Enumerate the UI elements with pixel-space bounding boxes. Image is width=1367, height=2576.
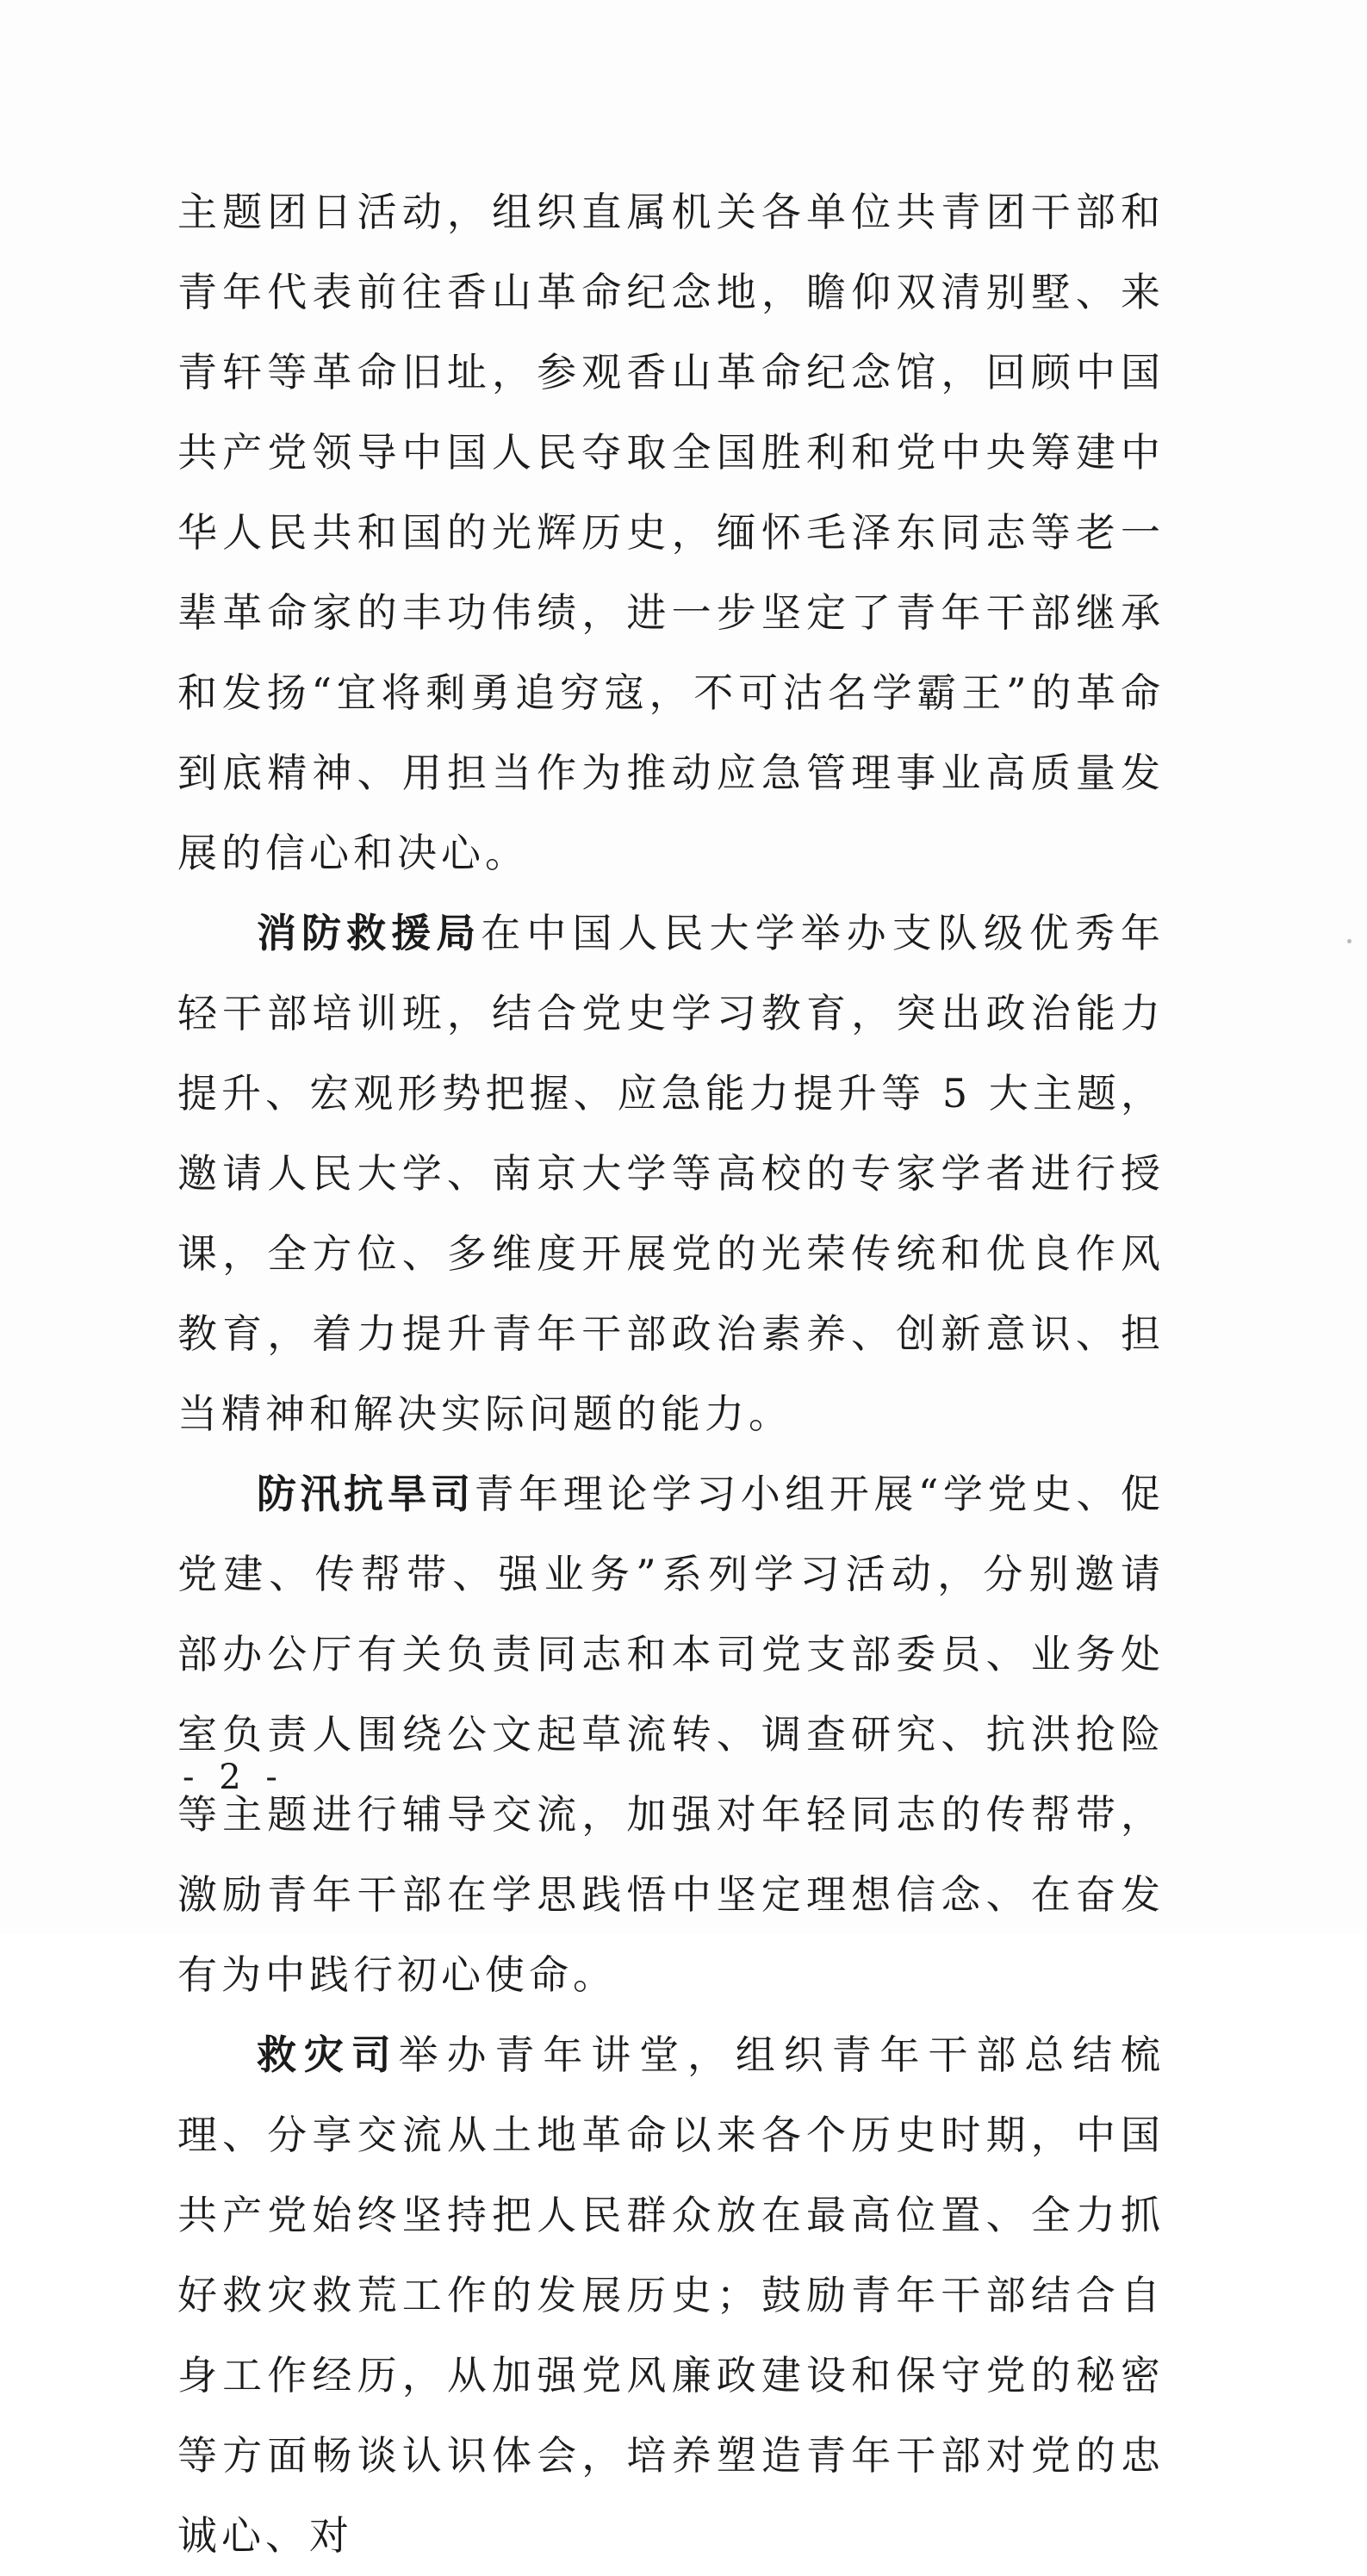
scan-speck (1347, 939, 1351, 943)
paragraph-flood-control (177, 1454, 1165, 2015)
document-body (177, 172, 1165, 2576)
paragraph-fire-rescue (177, 893, 1165, 1454)
paragraph-text: 在中国人民大学举办支队级优秀年轻干部培训班，结合党史学习教育，突出政治能力提升、宏观形势把握、应急能力提升等 5 大主题，邀请人民大学、南京大学等高校的专家学者进行授课，全方位、多维度开展党的光荣传统和优良作风教育，着力提升青年干部政治素养、创新意识、担当精神和解决实际问题的能力。 (177, 910, 1165, 1437)
paragraph-continuation (177, 172, 1165, 893)
paragraph-text: 主题团日活动，组织直属机关各单位共青团干部和青年代表前往香山革命纪念地，瞻仰双清别墅、来青轩等革命旧址，参观香山革命纪念馆，回顾中国共产党领导中国人民夺取全国胜利和党中央筹建中华人民共和国的光辉历史，缅怀毛泽东同志等老一辈革命家的丰功伟绩，进一步坚定了青年干部继承和发扬“宜将剩勇追穷寇，不可沽名学霸王”的革命到底精神、用担当作为推动应急管理事业高质量发展的信心和决心。 (177, 189, 1165, 876)
paragraph-disaster-relief (177, 2015, 1165, 2576)
paragraph-text: 青年理论学习小组开展“学党史、促党建、传帮带、强业务”系列学习活动，分别邀请部办公厅有关负责同志和本司党支部委员、业务处室负责人围绕公文起草流转、调查研究、抗洪抢险等主题进行辅导交流，加强对年轻同志的传帮带，激励青年干部在学思践悟中坚定理想信念、在奋发有为中践行初心使命。 (177, 1471, 1165, 1998)
paragraph-lead-fire-rescue: 消防救援局 (257, 910, 482, 956)
paragraph-lead-disaster-relief: 救灾司 (257, 2032, 399, 2078)
paragraph-text: 举办青年讲堂，组织青年干部总结梳理、分享交流从土地革命以来各个历史时期，中国共产党始终坚持把人民群众放在最高位置、全力抓好救灾救荒工作的发展历史；鼓励青年干部结合自身工作经历，从加强党风廉政建设和保守党的秘密等方面畅谈认识体会，培养塑造青年干部对党的忠诚心、对 (177, 2032, 1165, 2559)
page-number: - 2 - (183, 1758, 284, 1797)
paragraph-lead-flood-control: 防汛抗旱司 (257, 1471, 475, 1517)
